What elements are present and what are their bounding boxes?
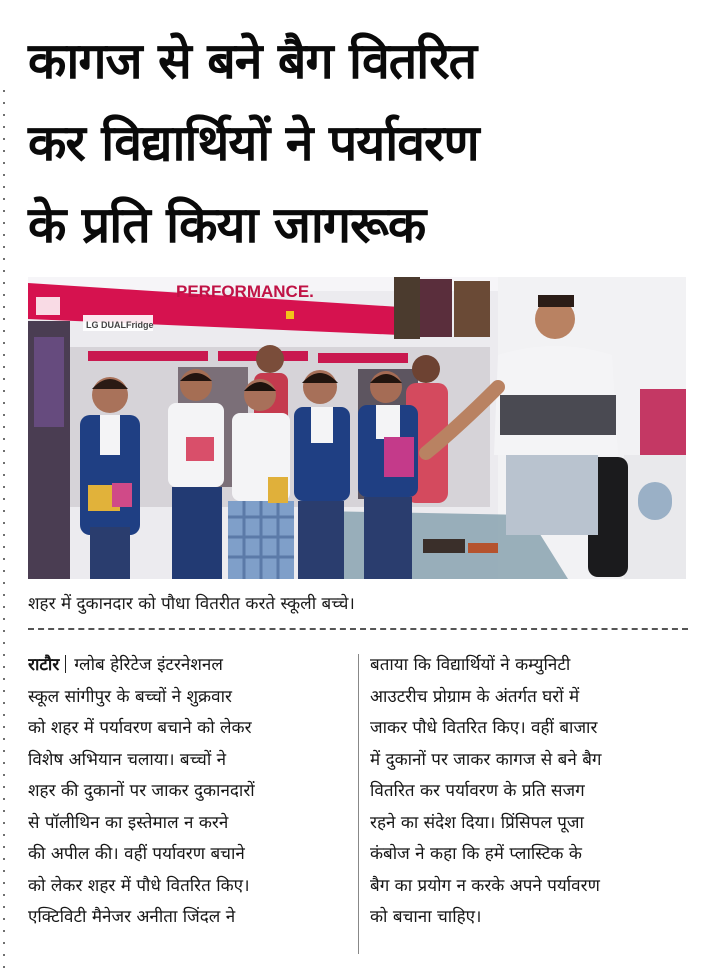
body-line: शहर की दुकानों पर जाकर दुकानदारों: [28, 781, 255, 801]
headline-line: कागज से बने बैग वितरित: [28, 32, 477, 90]
article-photo: [28, 277, 686, 579]
photo-caption: शहर में दुकानदार को पौधा वितरीत करते स्कूली बच्चे।: [28, 594, 355, 614]
body-line: कंबोज ने कहा कि हमें प्लास्टिक के: [370, 844, 582, 864]
headline-line: के प्रति किया जागरूक: [28, 196, 426, 254]
article-column-right: [370, 650, 686, 934]
body-line: स्कूल सांगीपुर के बच्चों ने शुक्रवार: [28, 686, 232, 707]
article-body: [28, 650, 688, 966]
body-line: बैग का प्रयोग न करके अपने पर्यावरण: [370, 875, 600, 896]
article-headline: [28, 20, 700, 266]
body-line: को शहर में पर्यावरण बचाने को लेकर: [28, 718, 252, 738]
body-line: की अपील की। वहीं पर्यावरण बचाने: [28, 844, 245, 864]
body-line: को लेकर शहर में पौधे वितरित किए।: [28, 875, 250, 896]
banner-text: PERFORMANCE.: [176, 282, 314, 301]
body-line: जाकर पौधे वितरित किए। वहीं बाजार: [370, 718, 598, 738]
body-line: एक्टिविटी मैनेजर अनीता जिंदल ने: [28, 907, 236, 927]
clipping-edge-perforation: [3, 90, 5, 970]
caption-divider: [28, 628, 688, 630]
body-line: आउटरीच प्रोग्राम के अंतर्गत घरों में: [370, 686, 580, 707]
dateline-separator: [65, 655, 66, 673]
fridge-sign-text: LG DUALFridge: [86, 320, 154, 330]
body-line: वितरित कर पर्यावरण के प्रति सजग: [370, 781, 585, 801]
photo-illustration: [28, 277, 686, 579]
column-rule: [358, 654, 359, 954]
headline-line: कर विद्यार्थियों ने पर्यावरण: [28, 114, 479, 172]
body-line: को बचाना चाहिए।: [370, 907, 482, 927]
body-line: विशेष अभियान चलाया। बच्चों ने: [28, 749, 227, 770]
body-line: बताया कि विद्यार्थियों ने कम्युनिटी: [370, 655, 571, 675]
dateline: राटौर: [28, 655, 60, 675]
body-line: रहने का संदेश दिया। प्रिंसिपल पूजा: [370, 812, 584, 833]
article-column-left: [28, 650, 344, 934]
body-line: में दुकानों पर जाकर कागज से बने बैग: [370, 749, 602, 770]
body-line: से पॉलीथिन का इस्तेमाल न करने: [28, 812, 229, 833]
body-line-text: ग्लोब हेरिटेज इंटरनेशनल: [74, 655, 223, 675]
body-line: [28, 650, 344, 682]
